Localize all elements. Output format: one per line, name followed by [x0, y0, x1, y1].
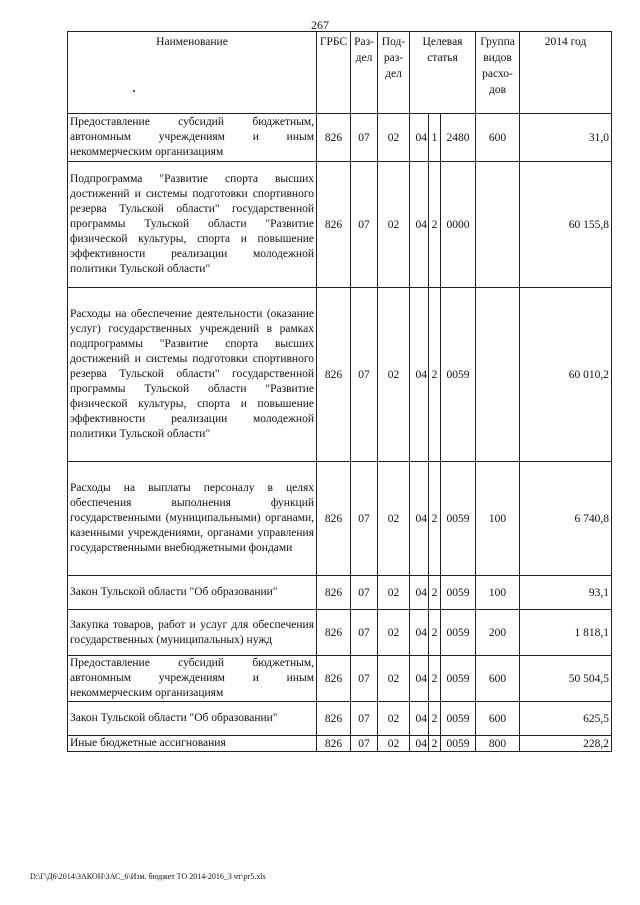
row-target-subprogram: 2 [429, 288, 441, 462]
table-row [68, 162, 612, 288]
budget-table [67, 31, 612, 752]
page-number: 267 [311, 18, 329, 32]
row-expense-group: 100 [476, 576, 520, 610]
row-expense-group: 200 [476, 610, 520, 656]
table-row [68, 462, 612, 576]
row-target-program: 04 [410, 162, 429, 288]
row-podrazdel: 02 [378, 288, 410, 462]
header-year: 2014 год [520, 32, 612, 114]
row-grbs: 826 [317, 462, 351, 576]
row-target-program: 04 [410, 576, 429, 610]
row-name: Расходы на обеспечение деятельности (оказание услуг) государственных учреждений в рамках подпрограммы "Развитие спорта высших достижений и системы подготовки спортивного резерва Тульской области" государственной программы Тульской области "Развитие физической культуры, спорта и повышение эффективности реализации молодежной политики Тульской области" [68, 288, 317, 462]
row-razdel: 07 [351, 736, 378, 752]
row-podrazdel: 02 [378, 702, 410, 736]
header-name: Наименование [68, 32, 317, 114]
row-name: Иные бюджетные ассигнования [68, 736, 317, 752]
row-expense-group: 600 [476, 656, 520, 702]
table-row [68, 656, 612, 702]
row-target-direction: 0059 [441, 288, 476, 462]
row-target-program: 04 [410, 114, 429, 162]
header-podrazdel: Под- раз- дел [378, 32, 410, 114]
row-target-program: 04 [410, 610, 429, 656]
header-target: Целевая статья [410, 32, 476, 114]
row-amount-2014: 93,1 [520, 576, 612, 610]
row-name: Предоставление субсидий бюджетным, автономным учреждениям и иным некоммерческим организациям [68, 656, 317, 702]
row-grbs: 826 [317, 736, 351, 752]
row-target-direction: 0059 [441, 610, 476, 656]
header-grbs: ГРБС [317, 32, 351, 114]
row-target-program: 04 [410, 656, 429, 702]
row-name: Закупка товаров, работ и услуг для обеспечения государственных (муниципальных) нужд [68, 610, 317, 656]
table-row [68, 576, 612, 610]
row-podrazdel: 02 [378, 576, 410, 610]
table-row [68, 610, 612, 656]
row-name: Расходы на выплаты персоналу в целях обеспечения выполнения функций государственными (муниципальными) органами, казенными учреждениями, органами управления государственными внебюджетными фондами [68, 462, 317, 576]
row-target-program: 04 [410, 736, 429, 752]
header-razdel: Раз- дел [351, 32, 378, 114]
row-podrazdel: 02 [378, 162, 410, 288]
row-amount-2014: 6 740,8 [520, 462, 612, 576]
row-razdel: 07 [351, 288, 378, 462]
row-target-program: 04 [410, 288, 429, 462]
row-razdel: 07 [351, 610, 378, 656]
row-expense-group [476, 288, 520, 462]
row-target-subprogram: 2 [429, 702, 441, 736]
row-razdel: 07 [351, 114, 378, 162]
row-amount-2014: 625,5 [520, 702, 612, 736]
row-razdel: 07 [351, 576, 378, 610]
row-podrazdel: 02 [378, 656, 410, 702]
row-target-direction: 0059 [441, 736, 476, 752]
row-amount-2014: 60 155,8 [520, 162, 612, 288]
row-target-subprogram: 2 [429, 162, 441, 288]
row-target-subprogram: 2 [429, 576, 441, 610]
table-row [68, 114, 612, 162]
row-grbs: 826 [317, 288, 351, 462]
row-expense-group: 100 [476, 462, 520, 576]
row-target-direction: 0059 [441, 462, 476, 576]
header-group: Группа видов расхо- дов [476, 32, 520, 114]
row-name: Закон Тульской области "Об образовании" [68, 576, 317, 610]
row-grbs: 826 [317, 162, 351, 288]
row-grbs: 826 [317, 656, 351, 702]
row-target-direction: 0059 [441, 702, 476, 736]
row-target-subprogram: 2 [429, 610, 441, 656]
row-target-program: 04 [410, 462, 429, 576]
row-razdel: 07 [351, 656, 378, 702]
row-target-direction: 0000 [441, 162, 476, 288]
row-grbs: 826 [317, 610, 351, 656]
row-target-direction: 0059 [441, 576, 476, 610]
row-amount-2014: 228,2 [520, 736, 612, 752]
row-target-program: 04 [410, 702, 429, 736]
row-podrazdel: 02 [378, 736, 410, 752]
file-path-footer: D:\Г\Д6\2014\ЗАКОН\ЗАС_6\Изм. бюджет ТО 2014-2016_3 чт\pr5.xls [30, 872, 266, 881]
row-grbs: 826 [317, 576, 351, 610]
row-expense-group: 800 [476, 736, 520, 752]
row-razdel: 07 [351, 162, 378, 288]
row-grbs: 826 [317, 114, 351, 162]
row-amount-2014: 50 504,5 [520, 656, 612, 702]
row-target-direction: 0059 [441, 656, 476, 702]
table-body [68, 114, 612, 752]
row-expense-group [476, 162, 520, 288]
row-amount-2014: 60 010,2 [520, 288, 612, 462]
row-target-subprogram: 1 [429, 114, 441, 162]
header-row [68, 32, 612, 114]
table-row [68, 702, 612, 736]
row-grbs: 826 [317, 702, 351, 736]
row-podrazdel: 02 [378, 114, 410, 162]
row-amount-2014: 1 818,1 [520, 610, 612, 656]
row-name: Закон Тульской области "Об образовании" [68, 702, 317, 736]
row-name: Предоставление субсидий бюджетным, автономным учреждениям и иным некоммерческим организациям [68, 114, 317, 162]
table-row [68, 288, 612, 462]
row-target-subprogram: 2 [429, 656, 441, 702]
row-razdel: 07 [351, 702, 378, 736]
row-podrazdel: 02 [378, 610, 410, 656]
row-podrazdel: 02 [378, 462, 410, 576]
row-razdel: 07 [351, 462, 378, 576]
row-amount-2014: 31,0 [520, 114, 612, 162]
row-target-direction: 2480 [441, 114, 476, 162]
row-expense-group: 600 [476, 702, 520, 736]
row-name: Подпрограмма "Развитие спорта высших достижений и системы подготовки спортивного резерва Тульской области" государственной программы Тульской области "Развитие физической культуры, спорта и повышение эффективности реализации молодежной политики Тульской области" [68, 162, 317, 288]
row-target-subprogram: 2 [429, 462, 441, 576]
table-row [68, 736, 612, 752]
row-expense-group: 600 [476, 114, 520, 162]
row-target-subprogram: 2 [429, 736, 441, 752]
